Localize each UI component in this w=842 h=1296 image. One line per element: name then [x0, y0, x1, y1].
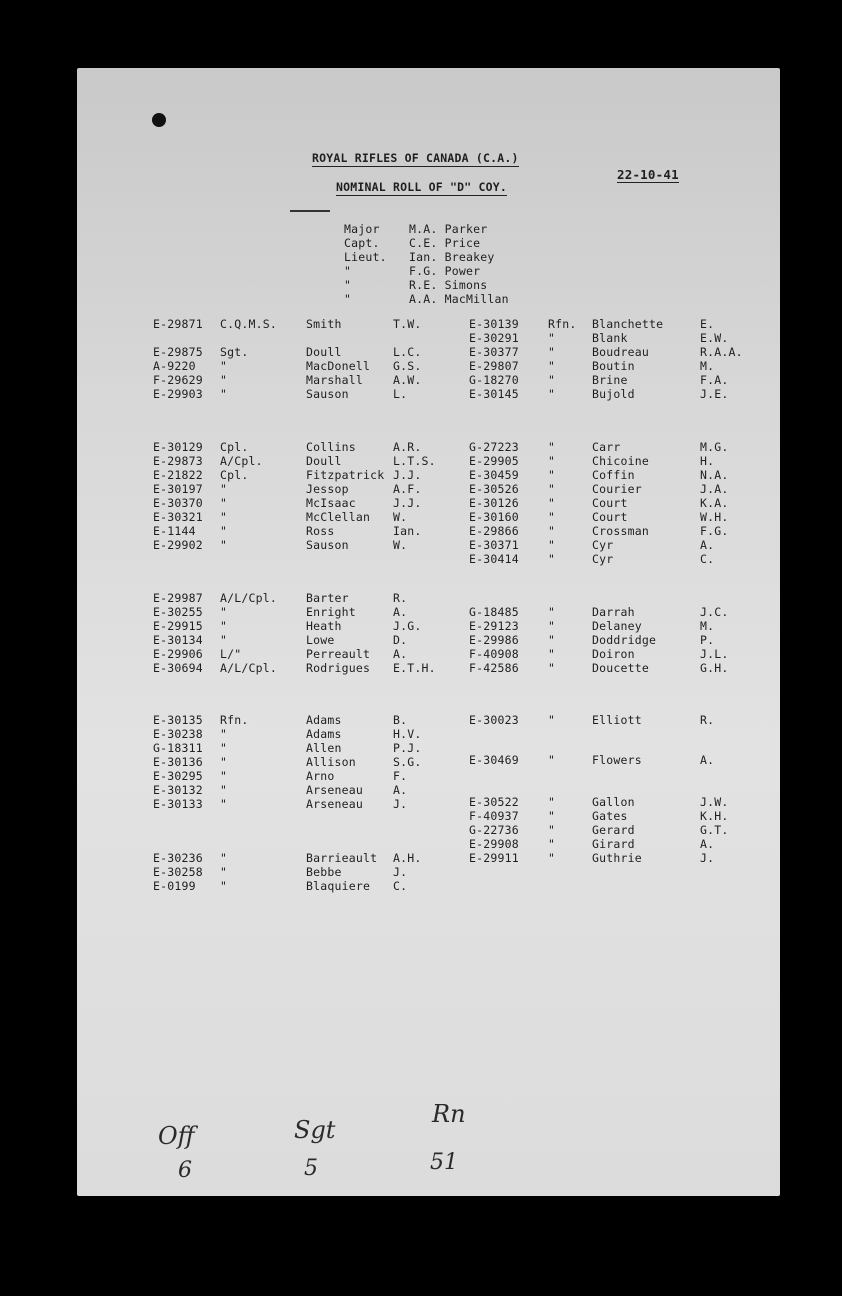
rank: ": [548, 359, 556, 373]
surname: Barrieault: [306, 851, 378, 865]
initials: A.W.: [393, 373, 422, 387]
roll-title: ROYAL RIFLES OF CANADA (C.A.): [312, 151, 519, 165]
rank: ": [220, 496, 228, 510]
service-number: E-29911: [469, 851, 519, 865]
officer-rank: Major: [344, 222, 380, 236]
service-number: E-29873: [153, 454, 203, 468]
service-number: E-29986: [469, 633, 519, 647]
initials: R.A.A.: [700, 345, 743, 359]
rank: ": [548, 823, 556, 837]
officer-rank: ": [344, 278, 352, 292]
surname: Adams: [306, 713, 342, 727]
initials: L.T.S.: [393, 454, 436, 468]
rank: Cpl.: [220, 440, 249, 454]
service-number: E-30321: [153, 510, 203, 524]
service-number: G-22736: [469, 823, 519, 837]
service-number: E-30526: [469, 482, 519, 496]
rank: ": [220, 373, 228, 387]
service-number: E-30414: [469, 552, 519, 566]
rank: ": [548, 633, 556, 647]
service-number: E-30129: [153, 440, 203, 454]
service-number: E-30135: [153, 713, 203, 727]
service-number: E-30522: [469, 795, 519, 809]
surname: Collins: [306, 440, 356, 454]
officer-name: R.E. Simons: [409, 278, 488, 292]
rank: ": [548, 605, 556, 619]
handwritten-off: Off: [158, 1122, 195, 1150]
rank: ": [220, 524, 228, 538]
surname: Cyr: [592, 538, 614, 552]
surname: Flowers: [592, 753, 642, 767]
officer-name: C.E. Price: [409, 236, 481, 250]
surname: Jessop: [306, 482, 349, 496]
initials: A.: [393, 647, 408, 661]
initials: A.: [700, 837, 715, 851]
service-number: E-0199: [153, 879, 196, 893]
initials: B.: [393, 713, 408, 727]
initials: F.: [393, 769, 408, 783]
roll-subtitle: NOMINAL ROLL OF "D" COY.: [336, 180, 507, 194]
officer-rank: Lieut.: [344, 250, 387, 264]
rank: ": [548, 468, 556, 482]
surname: Elliott: [592, 713, 642, 727]
service-number: E-30295: [153, 769, 203, 783]
rank: ": [548, 713, 556, 727]
surname: Sauson: [306, 387, 349, 401]
initials: A.: [393, 605, 408, 619]
rank: ": [548, 552, 556, 566]
surname: Chicoine: [592, 454, 649, 468]
service-number: E-30126: [469, 496, 519, 510]
initials: J.A.: [700, 482, 729, 496]
officer-name: A.A. MacMillan: [409, 292, 509, 306]
service-number: F-29629: [153, 373, 203, 387]
surname: Doull: [306, 454, 342, 468]
initials: T.W.: [393, 317, 422, 331]
service-number: G-27223: [469, 440, 519, 454]
surname: Brine: [592, 373, 628, 387]
initials: J.J.: [393, 496, 422, 510]
surname: MacDonell: [306, 359, 371, 373]
surname: Enright: [306, 605, 356, 619]
service-number: E-29871: [153, 317, 203, 331]
rank: ": [548, 510, 556, 524]
rank: A/Cpl.: [220, 454, 263, 468]
initials: A.: [393, 783, 408, 797]
service-number: E-30133: [153, 797, 203, 811]
surname: Ross: [306, 524, 335, 538]
service-number: E-30694: [153, 661, 203, 675]
initials: E.W.: [700, 331, 729, 345]
rank: ": [548, 538, 556, 552]
rank: ": [548, 619, 556, 633]
service-number: E-30371: [469, 538, 519, 552]
surname: Arno: [306, 769, 335, 783]
rank: ": [220, 797, 228, 811]
rank: ": [220, 538, 228, 552]
rank: ": [220, 387, 228, 401]
rank: ": [548, 661, 556, 675]
initials: W.: [393, 538, 408, 552]
rank: Cpl.: [220, 468, 249, 482]
surname: Delaney: [592, 619, 642, 633]
initials: S.G.: [393, 755, 422, 769]
rank: ": [220, 605, 228, 619]
surname: Smith: [306, 317, 342, 331]
service-number: F-40937: [469, 809, 519, 823]
initials: J.: [393, 865, 408, 879]
surname: Gerard: [592, 823, 635, 837]
surname: Allen: [306, 741, 342, 755]
officer-rank: Capt.: [344, 236, 380, 250]
rank: ": [220, 482, 228, 496]
divider: [290, 210, 330, 212]
service-number: E-30469: [469, 753, 519, 767]
initials: R.: [393, 591, 408, 605]
surname: Allison: [306, 755, 356, 769]
surname: Gallon: [592, 795, 635, 809]
service-number: E-30023: [469, 713, 519, 727]
officer-rank: ": [344, 264, 352, 278]
initials: E.T.H.: [393, 661, 436, 675]
service-number: E-30132: [153, 783, 203, 797]
rank: ": [548, 387, 556, 401]
surname: Barter: [306, 591, 349, 605]
service-number: E-29908: [469, 837, 519, 851]
officer-rank: ": [344, 292, 352, 306]
service-number: E-29906: [153, 647, 203, 661]
initials: C.: [700, 552, 715, 566]
service-number: E-29905: [469, 454, 519, 468]
rank: ": [548, 482, 556, 496]
punch-hole: [152, 113, 166, 127]
service-number: E-30139: [469, 317, 519, 331]
rank: ": [548, 647, 556, 661]
initials: N.A.: [700, 468, 729, 482]
rank: C.Q.M.S.: [220, 317, 277, 331]
service-number: E-30197: [153, 482, 203, 496]
surname: Doull: [306, 345, 342, 359]
surname: Lowe: [306, 633, 335, 647]
service-number: A-9220: [153, 359, 196, 373]
initials: A.F.: [393, 482, 422, 496]
service-number: E-30258: [153, 865, 203, 879]
surname: Sauson: [306, 538, 349, 552]
rank: ": [548, 373, 556, 387]
surname: Court: [592, 496, 628, 510]
surname: McIsaac: [306, 496, 356, 510]
service-number: F-40908: [469, 647, 519, 661]
surname: Adams: [306, 727, 342, 741]
rank: A/L/Cpl.: [220, 591, 277, 605]
surname: Darrah: [592, 605, 635, 619]
surname: Fitzpatrick: [306, 468, 385, 482]
surname: Bebbe: [306, 865, 342, 879]
officer-name: M.A. Parker: [409, 222, 488, 236]
initials: P.: [700, 633, 715, 647]
initials: L.C.: [393, 345, 422, 359]
initials: G.T.: [700, 823, 729, 837]
handwritten-rfn: Rn: [432, 1100, 466, 1128]
surname: Boudreau: [592, 345, 649, 359]
initials: G.H.: [700, 661, 729, 675]
surname: Blank: [592, 331, 628, 345]
initials: A.R.: [393, 440, 422, 454]
service-number: E-29866: [469, 524, 519, 538]
rank: ": [548, 851, 556, 865]
service-number: E-29902: [153, 538, 203, 552]
surname: Blaquiere: [306, 879, 371, 893]
initials: J.C.: [700, 605, 729, 619]
surname: Doiron: [592, 647, 635, 661]
surname: Coffin: [592, 468, 635, 482]
initials: R.: [700, 713, 715, 727]
rank: ": [220, 755, 228, 769]
initials: K.H.: [700, 809, 729, 823]
surname: Doucette: [592, 661, 649, 675]
rank: ": [220, 879, 228, 893]
service-number: E-29915: [153, 619, 203, 633]
service-number: G-18270: [469, 373, 519, 387]
initials: H.V.: [393, 727, 422, 741]
rank: ": [548, 795, 556, 809]
service-number: E-30377: [469, 345, 519, 359]
surname: Perreault: [306, 647, 371, 661]
service-number: E-29987: [153, 591, 203, 605]
handwritten-sgt-count: 5: [304, 1156, 318, 1181]
rank: ": [548, 345, 556, 359]
surname: Crossman: [592, 524, 649, 538]
initials: A.H.: [393, 851, 422, 865]
initials: J.E.: [700, 387, 729, 401]
rank: ": [548, 496, 556, 510]
service-number: E-1144: [153, 524, 196, 538]
service-number: F-42586: [469, 661, 519, 675]
rank: ": [220, 851, 228, 865]
surname: McClellan: [306, 510, 371, 524]
rank: Rfn.: [220, 713, 249, 727]
service-number: E-21822: [153, 468, 203, 482]
service-number: E-30291: [469, 331, 519, 345]
surname: Court: [592, 510, 628, 524]
handwritten-off-count: 6: [178, 1158, 192, 1183]
rank: ": [220, 783, 228, 797]
rank: ": [220, 741, 228, 755]
rank: ": [220, 633, 228, 647]
roll-date: 22-10-41: [617, 167, 679, 182]
surname: Carr: [592, 440, 621, 454]
officer-name: Ian. Breakey: [409, 250, 495, 264]
surname: Marshall: [306, 373, 363, 387]
surname: Gates: [592, 809, 628, 823]
service-number: E-29903: [153, 387, 203, 401]
initials: E.: [700, 317, 715, 331]
handwritten-sgt: Sgt: [294, 1116, 336, 1144]
initials: J.G.: [393, 619, 422, 633]
surname: Bujold: [592, 387, 635, 401]
rank: ": [220, 769, 228, 783]
initials: A.: [700, 538, 715, 552]
surname: Girard: [592, 837, 635, 851]
initials: A.: [700, 753, 715, 767]
initials: C.: [393, 879, 408, 893]
service-number: E-30134: [153, 633, 203, 647]
initials: J.: [700, 851, 715, 865]
service-number: E-29875: [153, 345, 203, 359]
service-number: E-30160: [469, 510, 519, 524]
initials: M.: [700, 619, 715, 633]
initials: P.J.: [393, 741, 422, 755]
rank: ": [548, 454, 556, 468]
surname: Courier: [592, 482, 642, 496]
service-number: E-30136: [153, 755, 203, 769]
initials: W.: [393, 510, 408, 524]
initials: F.A.: [700, 373, 729, 387]
initials: J.L.: [700, 647, 729, 661]
initials: Ian.: [393, 524, 422, 538]
rank: ": [220, 359, 228, 373]
service-number: E-29807: [469, 359, 519, 373]
service-number: G-18485: [469, 605, 519, 619]
service-number: G-18311: [153, 741, 203, 755]
initials: L.: [393, 387, 408, 401]
rank: ": [548, 837, 556, 851]
surname: Guthrie: [592, 851, 642, 865]
initials: F.G.: [700, 524, 729, 538]
initials: G.S.: [393, 359, 422, 373]
surname: Blanchette: [592, 317, 664, 331]
surname: Cyr: [592, 552, 614, 566]
service-number: E-30370: [153, 496, 203, 510]
rank: ": [548, 753, 556, 767]
surname: Arseneau: [306, 783, 363, 797]
rank: ": [220, 510, 228, 524]
rank: A/L/Cpl.: [220, 661, 277, 675]
service-number: E-30236: [153, 851, 203, 865]
officer-name: F.G. Power: [409, 264, 481, 278]
initials: D.: [393, 633, 408, 647]
rank: ": [220, 619, 228, 633]
surname: Rodrigues: [306, 661, 371, 675]
surname: Arseneau: [306, 797, 363, 811]
service-number: E-30238: [153, 727, 203, 741]
initials: M.G.: [700, 440, 729, 454]
service-number: E-30255: [153, 605, 203, 619]
rank: ": [548, 809, 556, 823]
rank: ": [220, 865, 228, 879]
initials: H.: [700, 454, 715, 468]
initials: J.W.: [700, 795, 729, 809]
initials: K.A.: [700, 496, 729, 510]
rank: ": [548, 440, 556, 454]
rank: ": [548, 524, 556, 538]
service-number: E-30459: [469, 468, 519, 482]
service-number: E-29123: [469, 619, 519, 633]
surname: Boutin: [592, 359, 635, 373]
surname: Doddridge: [592, 633, 657, 647]
initials: J.J.: [393, 468, 422, 482]
rank: Sgt.: [220, 345, 249, 359]
initials: W.H.: [700, 510, 729, 524]
initials: J.: [393, 797, 408, 811]
rank: ": [548, 331, 556, 345]
service-number: E-30145: [469, 387, 519, 401]
rank: Rfn.: [548, 317, 577, 331]
initials: M.: [700, 359, 715, 373]
rank: ": [220, 727, 228, 741]
handwritten-rfn-count: 51: [430, 1150, 458, 1175]
surname: Heath: [306, 619, 342, 633]
rank: L/": [220, 647, 242, 661]
